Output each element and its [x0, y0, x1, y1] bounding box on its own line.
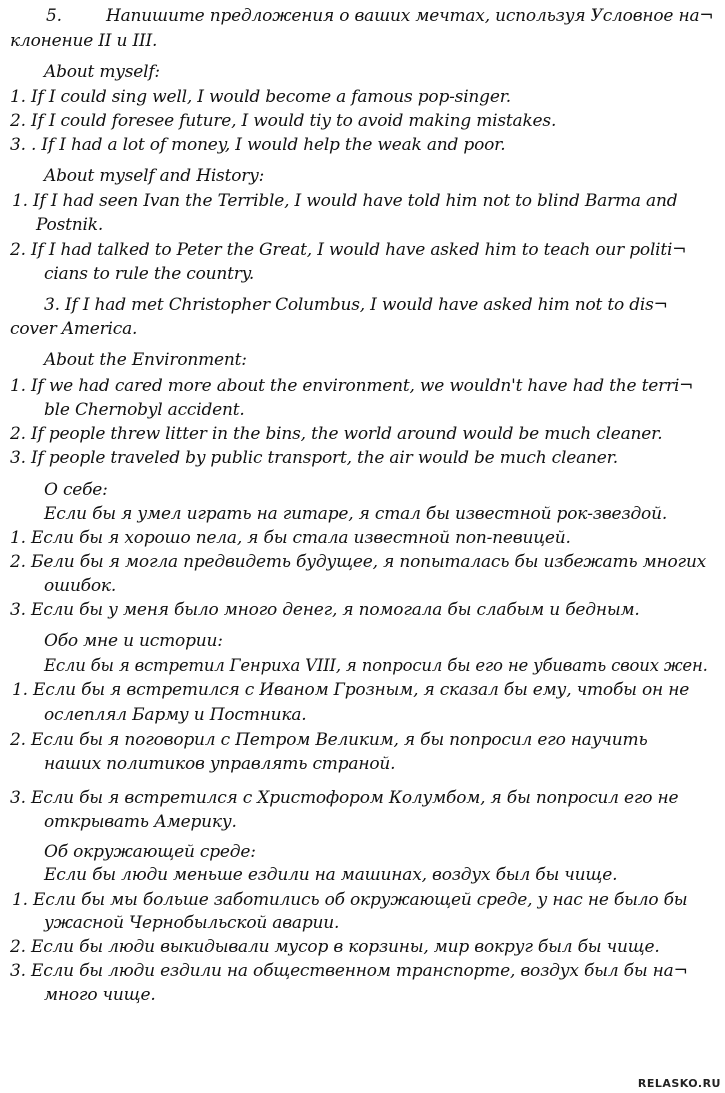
list-item-continuation: ослеплял Барму и Постника.	[44, 705, 307, 725]
list-item-continuation: ошибок.	[44, 576, 117, 596]
list-item: 3. If I had met Christopher Columbus, I would have asked him not to dis¬	[44, 295, 668, 315]
section-heading-history: About myself and History:	[44, 166, 265, 186]
list-item-continuation: ужасной Чернобыльской аварии.	[44, 913, 340, 933]
exercise-title: Напишите предложения о ваших мечтах, используя Условное на¬	[106, 6, 714, 26]
list-item: 3. If people traveled by public transport, the air would be much cleaner.	[10, 448, 618, 468]
section-heading-environment: About the Environment:	[44, 350, 247, 370]
list-item-continuation: Postnik.	[36, 215, 104, 235]
section-intro-sentence: Если бы люди меньше ездили на машинах, воздух был бы чище.	[44, 865, 618, 885]
list-item: 2. If I had talked to Peter the Great, I would have asked him to teach our politi¬	[10, 240, 687, 260]
list-item: 2. Если бы люди выкидывали мусор в корзины, мир вокруг был бы чище.	[10, 937, 660, 957]
exercise-number: 5.	[46, 6, 62, 26]
list-item: 3. Если бы у меня было много денег, я помогала бы слабым и бедным.	[10, 600, 640, 620]
list-item-continuation: наших политиков управлять страной.	[44, 754, 396, 774]
list-item: 2. Если бы я поговорил с Петром Великим, я бы попросил его научить	[10, 730, 648, 750]
list-item: 1. Если бы я встретился с Иваном Грозным, я сказал бы ему, чтобы он не	[12, 680, 690, 700]
list-item-continuation: много чище.	[44, 985, 156, 1005]
site-watermark: RELASKO.RU	[637, 1077, 721, 1090]
list-item: 3. . If I had a lot of money, I would help the weak and poor.	[10, 135, 506, 155]
list-item: 1. If I had seen Ivan the Terrible, I would have told him not to blind Barma and	[12, 191, 678, 211]
section-heading-environment-ru: Об окружающей среде:	[44, 842, 256, 862]
list-item-continuation: cians to rule the country.	[44, 264, 255, 284]
list-item: 2. If I could foresee future, I would tiy to avoid making mistakes.	[10, 111, 557, 131]
list-item: 3. Если бы я встретился с Христофором Колумбом, я бы попросил его не	[10, 788, 679, 808]
list-item: 1. If I could sing well, I would become a famous pop-singer.	[10, 87, 511, 107]
list-item: 2. If people threw litter in the bins, the world around would be much cleaner.	[10, 424, 663, 444]
list-item-continuation: открывать Америку.	[44, 812, 237, 832]
list-item: 3. Если бы люди ездили на общественном транспорте, воздух был бы на¬	[10, 961, 688, 981]
section-intro-sentence: Если бы я встретил Генриха VIII, я попросил бы его не убивать своих жен.	[44, 656, 708, 675]
section-heading-self-ru: О себе:	[44, 480, 108, 500]
section-heading-about-myself: About myself:	[44, 62, 160, 82]
list-item: 1. Если бы мы больше заботились об окружающей среде, у нас не было бы	[12, 890, 688, 910]
list-item: 1. If we had cared more about the environment, we wouldn't have had the terri¬	[10, 376, 694, 396]
section-intro-sentence: Если бы я умел играть на гитаре, я стал бы известной рок-звездой.	[44, 504, 668, 524]
exercise-title-continued: клонение II и III.	[10, 31, 158, 51]
list-item-continuation: cover America.	[10, 319, 138, 339]
section-heading-history-ru: Обо мне и истории:	[44, 631, 223, 651]
list-item-continuation: ble Chernobyl accident.	[44, 400, 245, 420]
list-item: 1. Если бы я хорошо пела, я бы стала известной поп-певицей.	[10, 528, 571, 548]
list-item: 2. Бели бы я могла предвидеть будущее, я попыталась бы избежать многих	[10, 552, 707, 572]
